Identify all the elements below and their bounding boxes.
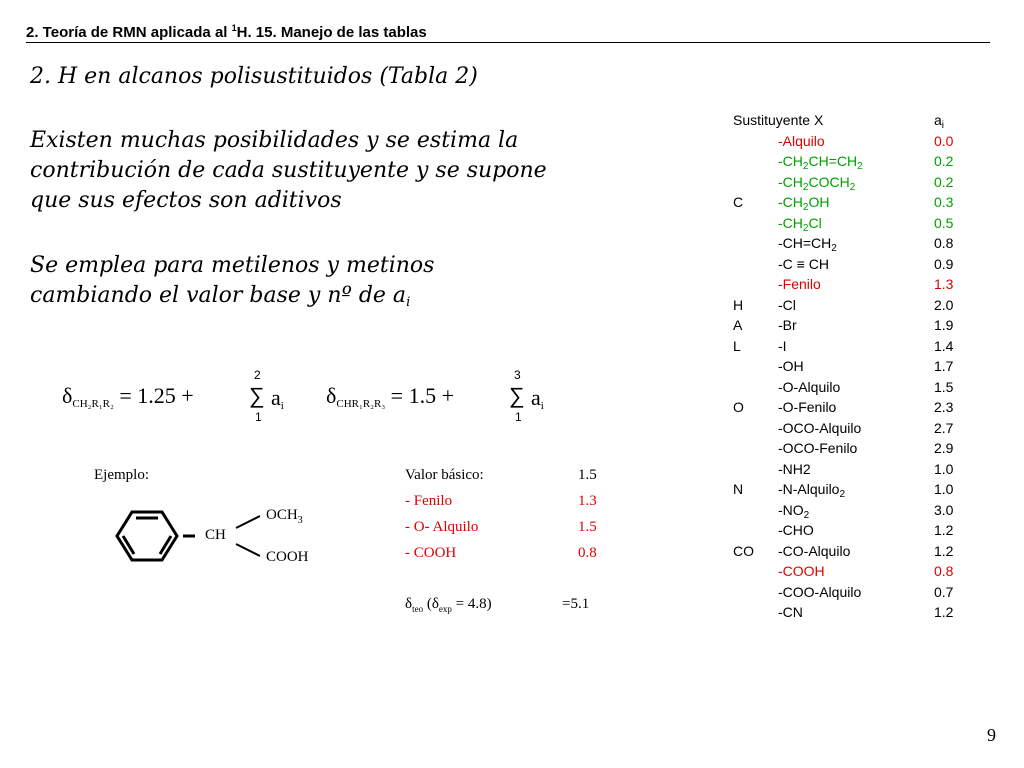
- equation-1-upper-limit: 2: [254, 368, 261, 382]
- table-row: [733, 151, 974, 172]
- equation-2: [326, 383, 454, 410]
- equation-2-term: [531, 385, 544, 412]
- substituent-text: -N-Alquilo: [778, 481, 840, 497]
- paragraph-2: [30, 251, 434, 311]
- table-row-group: H: [733, 296, 744, 313]
- equation-2-term-sub: i: [540, 400, 544, 412]
- table-row-group: [733, 131, 778, 152]
- table-row-value: 2.9: [934, 440, 954, 456]
- substituent-text: OH: [808, 194, 830, 210]
- substituent-text: CH=CH: [808, 153, 858, 169]
- substituent-text: -CH: [778, 173, 803, 190]
- substituent-text: -OCO-Fenilo: [778, 440, 858, 456]
- substituent-subscript: 2: [802, 161, 809, 172]
- example-label: Ejemplo:: [94, 467, 149, 483]
- table-row-group: N: [733, 481, 744, 497]
- substituent-subscript: 2: [857, 161, 863, 172]
- benzene-double-bond-3: [123, 536, 134, 554]
- structure-bottom-group: COOH: [266, 549, 309, 565]
- paragraph-2-line-2-sub: i: [406, 295, 411, 310]
- substituent-subscript: 2: [839, 489, 846, 500]
- table-row-value: 1.7: [934, 358, 954, 374]
- table-row-substituent: [778, 479, 926, 500]
- equation-1-term-sub: i: [280, 400, 284, 412]
- table-row: [733, 397, 974, 418]
- table-row: [733, 479, 974, 500]
- equation-1-subscript: CH₂R₁R₂: [72, 398, 114, 410]
- table-row-group: [733, 500, 778, 521]
- table-row: [733, 172, 974, 193]
- equation-1-sum-symbol: ∑: [249, 383, 265, 408]
- table-body: [733, 131, 974, 623]
- substituent-subscript: 2: [802, 222, 809, 234]
- paragraph-1-line-2: contribución de cada sustituyente y se supone: [30, 158, 547, 183]
- table-row-substituent: [778, 233, 926, 254]
- table-row-group: [733, 602, 778, 623]
- substituent-text: -CH: [778, 194, 803, 210]
- table-row-substituent: [778, 336, 926, 357]
- result-teo: teo: [412, 604, 424, 614]
- table-row-group: CO: [733, 542, 754, 559]
- substituent-text: -OH: [778, 358, 804, 374]
- table-row: [733, 233, 974, 254]
- example-row-2-label: - O- Alquilo: [405, 519, 479, 535]
- table-row-group: [733, 377, 778, 398]
- structure-top-group-text: OCH: [266, 507, 298, 523]
- table-row-value: 0.9: [934, 255, 954, 272]
- equation-2-upper-limit: 3: [514, 368, 521, 382]
- page-number: 9: [987, 725, 996, 745]
- structure-center-label: CH: [205, 527, 226, 543]
- substituent-subscript: 2: [849, 181, 856, 193]
- table-row: [733, 582, 974, 603]
- table-row: [733, 336, 974, 357]
- table-row-group: [733, 459, 778, 480]
- structure-top-group: [266, 507, 303, 526]
- table-row-substituent: [778, 418, 926, 439]
- paragraph-2-line-1: Se emplea para metilenos y metinos: [30, 253, 435, 278]
- table-header-sx: Sustituyente X: [733, 112, 824, 128]
- result-exp: exp: [438, 604, 452, 614]
- equation-1-lower-limit: 1: [255, 410, 262, 424]
- paragraph-1-line-1: Existen muchas posibilidades y se estima la: [30, 128, 519, 153]
- table-row-group: [733, 438, 778, 459]
- equation-1: [62, 383, 194, 410]
- example-row-1-label: - Fenilo: [405, 493, 453, 509]
- equation-2-sum-symbol: ∑: [509, 383, 525, 408]
- table-row-substituent: [778, 602, 926, 623]
- table-row-value: 2.0: [934, 296, 954, 313]
- slide-header: [26, 24, 427, 41]
- example-result: [405, 596, 492, 614]
- substituent-subscript: 2: [803, 509, 810, 521]
- table-row-value: 2.3: [934, 399, 954, 415]
- example-row-3-label: - COOH: [405, 545, 457, 561]
- table-row-value: 3.0: [934, 501, 954, 518]
- table-row-group: O: [733, 399, 744, 415]
- benzene-double-bond-2: [160, 536, 171, 554]
- table-row-group: L: [733, 337, 741, 354]
- equation-2-equals: = 1.5 +: [390, 383, 454, 408]
- table-row-substituent: [778, 274, 926, 295]
- table-row-group: [733, 520, 778, 541]
- table-row-value: 1.2: [934, 604, 954, 620]
- equation-2-lower-limit: 1: [515, 410, 522, 424]
- equation-1-term: [271, 385, 284, 412]
- table-row: [733, 459, 974, 480]
- table-row: [733, 520, 974, 541]
- substituent-text: -CH=CH: [778, 235, 832, 251]
- table-row-group: [733, 172, 778, 193]
- table-row: [733, 377, 974, 398]
- equation-2-subscript: CHR₁R₂R₃: [336, 398, 386, 410]
- paragraph-1-line-3: que sus efectos son aditivos: [30, 188, 342, 213]
- table-row-substituent: [778, 213, 926, 234]
- table-row-group: C: [733, 194, 744, 210]
- example-row-0-label: Valor básico:: [405, 467, 484, 483]
- table-row: [733, 438, 974, 459]
- table-row-group: [733, 254, 778, 275]
- example-row-1-value: 1.3: [578, 493, 597, 509]
- table-row-group: [733, 151, 778, 172]
- table-row-value: 1.0: [934, 460, 954, 477]
- header-text-before: 2. Teoría de RMN aplicada al: [26, 24, 232, 41]
- header-text-after: H. 15. Manejo de las tablas: [236, 24, 427, 41]
- paragraph-2-line-2-text: cambiando el valor base y nº de a: [30, 283, 407, 308]
- paragraph-1: [30, 126, 547, 216]
- substituent-text: -Fenilo: [778, 276, 821, 292]
- table-row: [733, 274, 974, 295]
- equation-1-equals: = 1.25 +: [119, 383, 194, 408]
- table-header-a: [926, 110, 974, 131]
- ch-cooh-bond: [236, 544, 260, 556]
- table-row-group: [733, 561, 778, 582]
- substituent-subscript: 2: [831, 243, 837, 254]
- substituent-text: -CN: [778, 604, 803, 620]
- table-row: [733, 315, 974, 336]
- result-exp-value: = 4.8): [451, 596, 492, 612]
- table-row-value: 0.7: [934, 583, 954, 600]
- table-row-value: 0.0: [934, 132, 954, 149]
- substituent-text: -O-Fenilo: [778, 399, 837, 415]
- table-row-substituent: [778, 397, 926, 418]
- table-row: [733, 192, 974, 213]
- equation-2-delta: δ: [326, 383, 337, 408]
- table-header-row: [733, 110, 974, 131]
- substituent-text: -COO-Alquilo: [778, 583, 862, 600]
- table-row-substituent: [778, 295, 926, 316]
- substituent-text: -CH: [778, 153, 803, 169]
- table-row-substituent: [778, 541, 926, 562]
- table-row: [733, 131, 974, 152]
- table-row-substituent: [778, 151, 926, 172]
- example-row-2-value: 1.5: [578, 519, 597, 535]
- equation-1-term-a: a: [271, 385, 281, 410]
- substituent-text: -CO-Alquilo: [778, 542, 851, 559]
- substituent-text: -Alquilo: [778, 132, 825, 149]
- table-header-a-sub: i: [941, 120, 945, 131]
- table-row: [733, 602, 974, 623]
- table-row-value: 0.2: [934, 173, 954, 190]
- table-row-substituent: [778, 172, 926, 193]
- substituent-text: Cl: [808, 214, 822, 231]
- equation-1-delta: δ: [62, 383, 73, 408]
- table-row-substituent: [778, 356, 926, 377]
- table-row-value: 2.7: [934, 419, 954, 436]
- substituent-text: -O-Alquilo: [778, 378, 841, 395]
- table-row-substituent: [778, 459, 926, 480]
- table-row: [733, 356, 974, 377]
- table-row-group: [733, 418, 778, 439]
- table-row-value: 1.0: [934, 481, 954, 497]
- ch-och3-bond: [236, 516, 260, 528]
- table-row-value: 0.8: [934, 235, 954, 251]
- table-row-substituent: [778, 254, 926, 275]
- table-row: [733, 500, 974, 521]
- table-row-value: 1.3: [934, 276, 954, 292]
- table-row-value: 0.5: [934, 214, 954, 231]
- substituent-table: [733, 110, 974, 623]
- benzene-ring: [117, 512, 177, 560]
- example-row-3-value: 0.8: [578, 545, 597, 561]
- table-row-substituent: [778, 582, 926, 603]
- table-row-substituent: [778, 315, 926, 336]
- table-row-value: 0.8: [934, 563, 954, 579]
- table-row-value: 1.5: [934, 378, 954, 395]
- table-row-substituent: [778, 561, 926, 582]
- table-row: [733, 254, 974, 275]
- table-row-value: 0.3: [934, 194, 954, 210]
- result-paren-open: (δ: [423, 596, 439, 612]
- substituent-text: -Br: [778, 317, 797, 333]
- table-row-substituent: [778, 377, 926, 398]
- table-row: [733, 541, 974, 562]
- table-row-group: [733, 213, 778, 234]
- table-row: [733, 418, 974, 439]
- table-row-value: 0.2: [934, 153, 954, 169]
- substituent-text: -OCO-Alquilo: [778, 419, 862, 436]
- result-delta: δ: [405, 596, 413, 612]
- table-row-group: [733, 582, 778, 603]
- substituent-text: -I: [778, 337, 787, 354]
- result-equals: =5.1: [562, 596, 590, 612]
- table-row-substituent: [778, 500, 926, 521]
- substituent-text: -NO: [778, 501, 804, 518]
- table-row-substituent: [778, 192, 926, 213]
- table-row-group: [733, 274, 778, 295]
- table-row-group: [733, 356, 778, 377]
- substituent-subscript: 2: [802, 181, 809, 193]
- substituent-subscript: 2: [802, 202, 809, 213]
- paragraph-2-line-2: [30, 281, 434, 311]
- table-row-value: 1.9: [934, 317, 954, 333]
- table-row: [733, 213, 974, 234]
- table-row-group: [733, 233, 778, 254]
- substituent-text: -C ≡ CH: [778, 255, 829, 272]
- table-row: [733, 295, 974, 316]
- section-title: 2. H en alcanos polisustituidos (Tabla 2): [30, 64, 478, 89]
- substituent-text: -CHO: [778, 522, 814, 538]
- substituent-text: COCH: [808, 173, 850, 190]
- example-row-0-value: 1.5: [578, 467, 597, 483]
- table-header-a-text: a: [934, 112, 942, 128]
- substituent-text: -CH: [778, 214, 803, 231]
- table-row-value: 1.2: [934, 542, 954, 559]
- structure-top-group-sub: 3: [297, 515, 303, 526]
- table-row-value: 1.2: [934, 522, 954, 538]
- substituent-text: -Cl: [778, 296, 796, 313]
- table-row-substituent: [778, 520, 926, 541]
- table-row-value: 1.4: [934, 337, 954, 354]
- equation-2-term-a: a: [531, 385, 541, 410]
- header-sup: 1: [231, 23, 237, 33]
- substituent-text: -COOH: [778, 563, 825, 579]
- table-row-substituent: [778, 438, 926, 459]
- table-row-group: A: [733, 317, 743, 333]
- substituent-text: -NH2: [778, 460, 811, 477]
- table-row-substituent: [778, 131, 926, 152]
- header-rule: [26, 42, 990, 43]
- table-row: [733, 561, 974, 582]
